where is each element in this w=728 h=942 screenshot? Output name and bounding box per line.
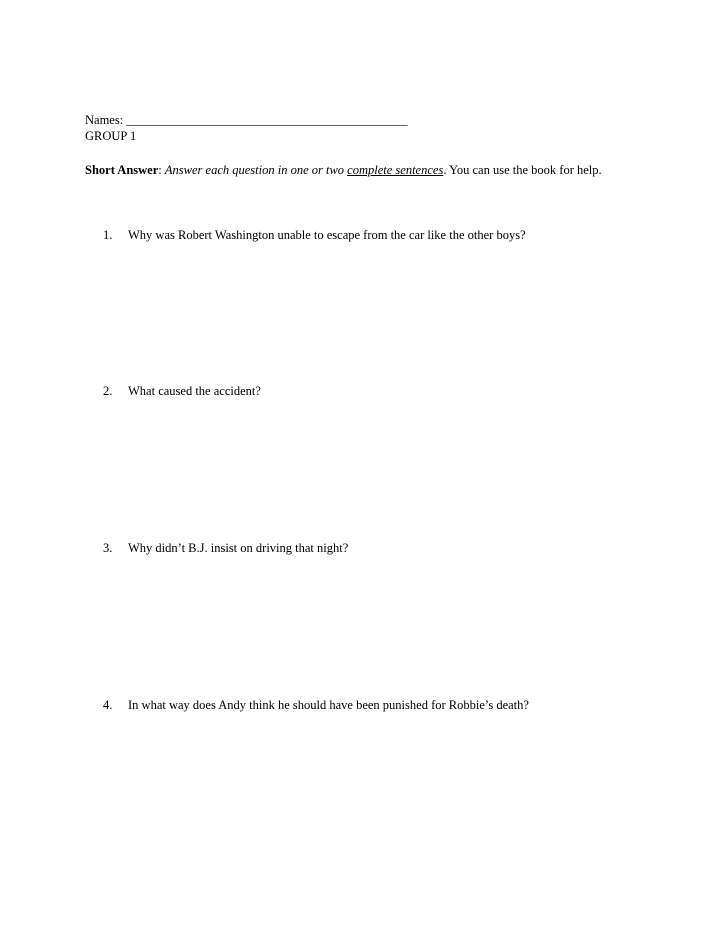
question-item <box>103 540 348 556</box>
question-item <box>103 383 261 399</box>
instructions-rest: You can use the book for help. <box>449 163 602 177</box>
instructions <box>85 162 602 178</box>
question-text: Why didn’t B.J. insist on driving that night? <box>128 541 349 555</box>
question-text: What caused the accident? <box>128 384 261 398</box>
names-label: Names: <box>85 113 127 127</box>
instructions-italic: Answer each question in one or two <box>164 163 348 177</box>
question-number: 4. <box>103 698 113 712</box>
names-line <box>85 112 408 128</box>
instructions-heading: Short Answer <box>85 163 159 177</box>
instructions-underlined: complete sentences <box>347 163 444 177</box>
instructions-period: . <box>443 163 450 177</box>
question-number: 1. <box>103 228 113 242</box>
instructions-colon: : <box>158 163 165 177</box>
question-text: In what way does Andy think he should have been punished for Robbie’s death? <box>128 698 529 712</box>
question-number: 2. <box>103 384 113 398</box>
question-text: Why was Robert Washington unable to escape from the car like the other boys? <box>128 228 526 242</box>
question-number: 3. <box>103 541 113 555</box>
group-label: GROUP 1 <box>85 129 137 143</box>
names-blank: _____________________________________________ <box>126 113 408 127</box>
question-item <box>103 227 526 243</box>
question-item <box>103 697 529 713</box>
